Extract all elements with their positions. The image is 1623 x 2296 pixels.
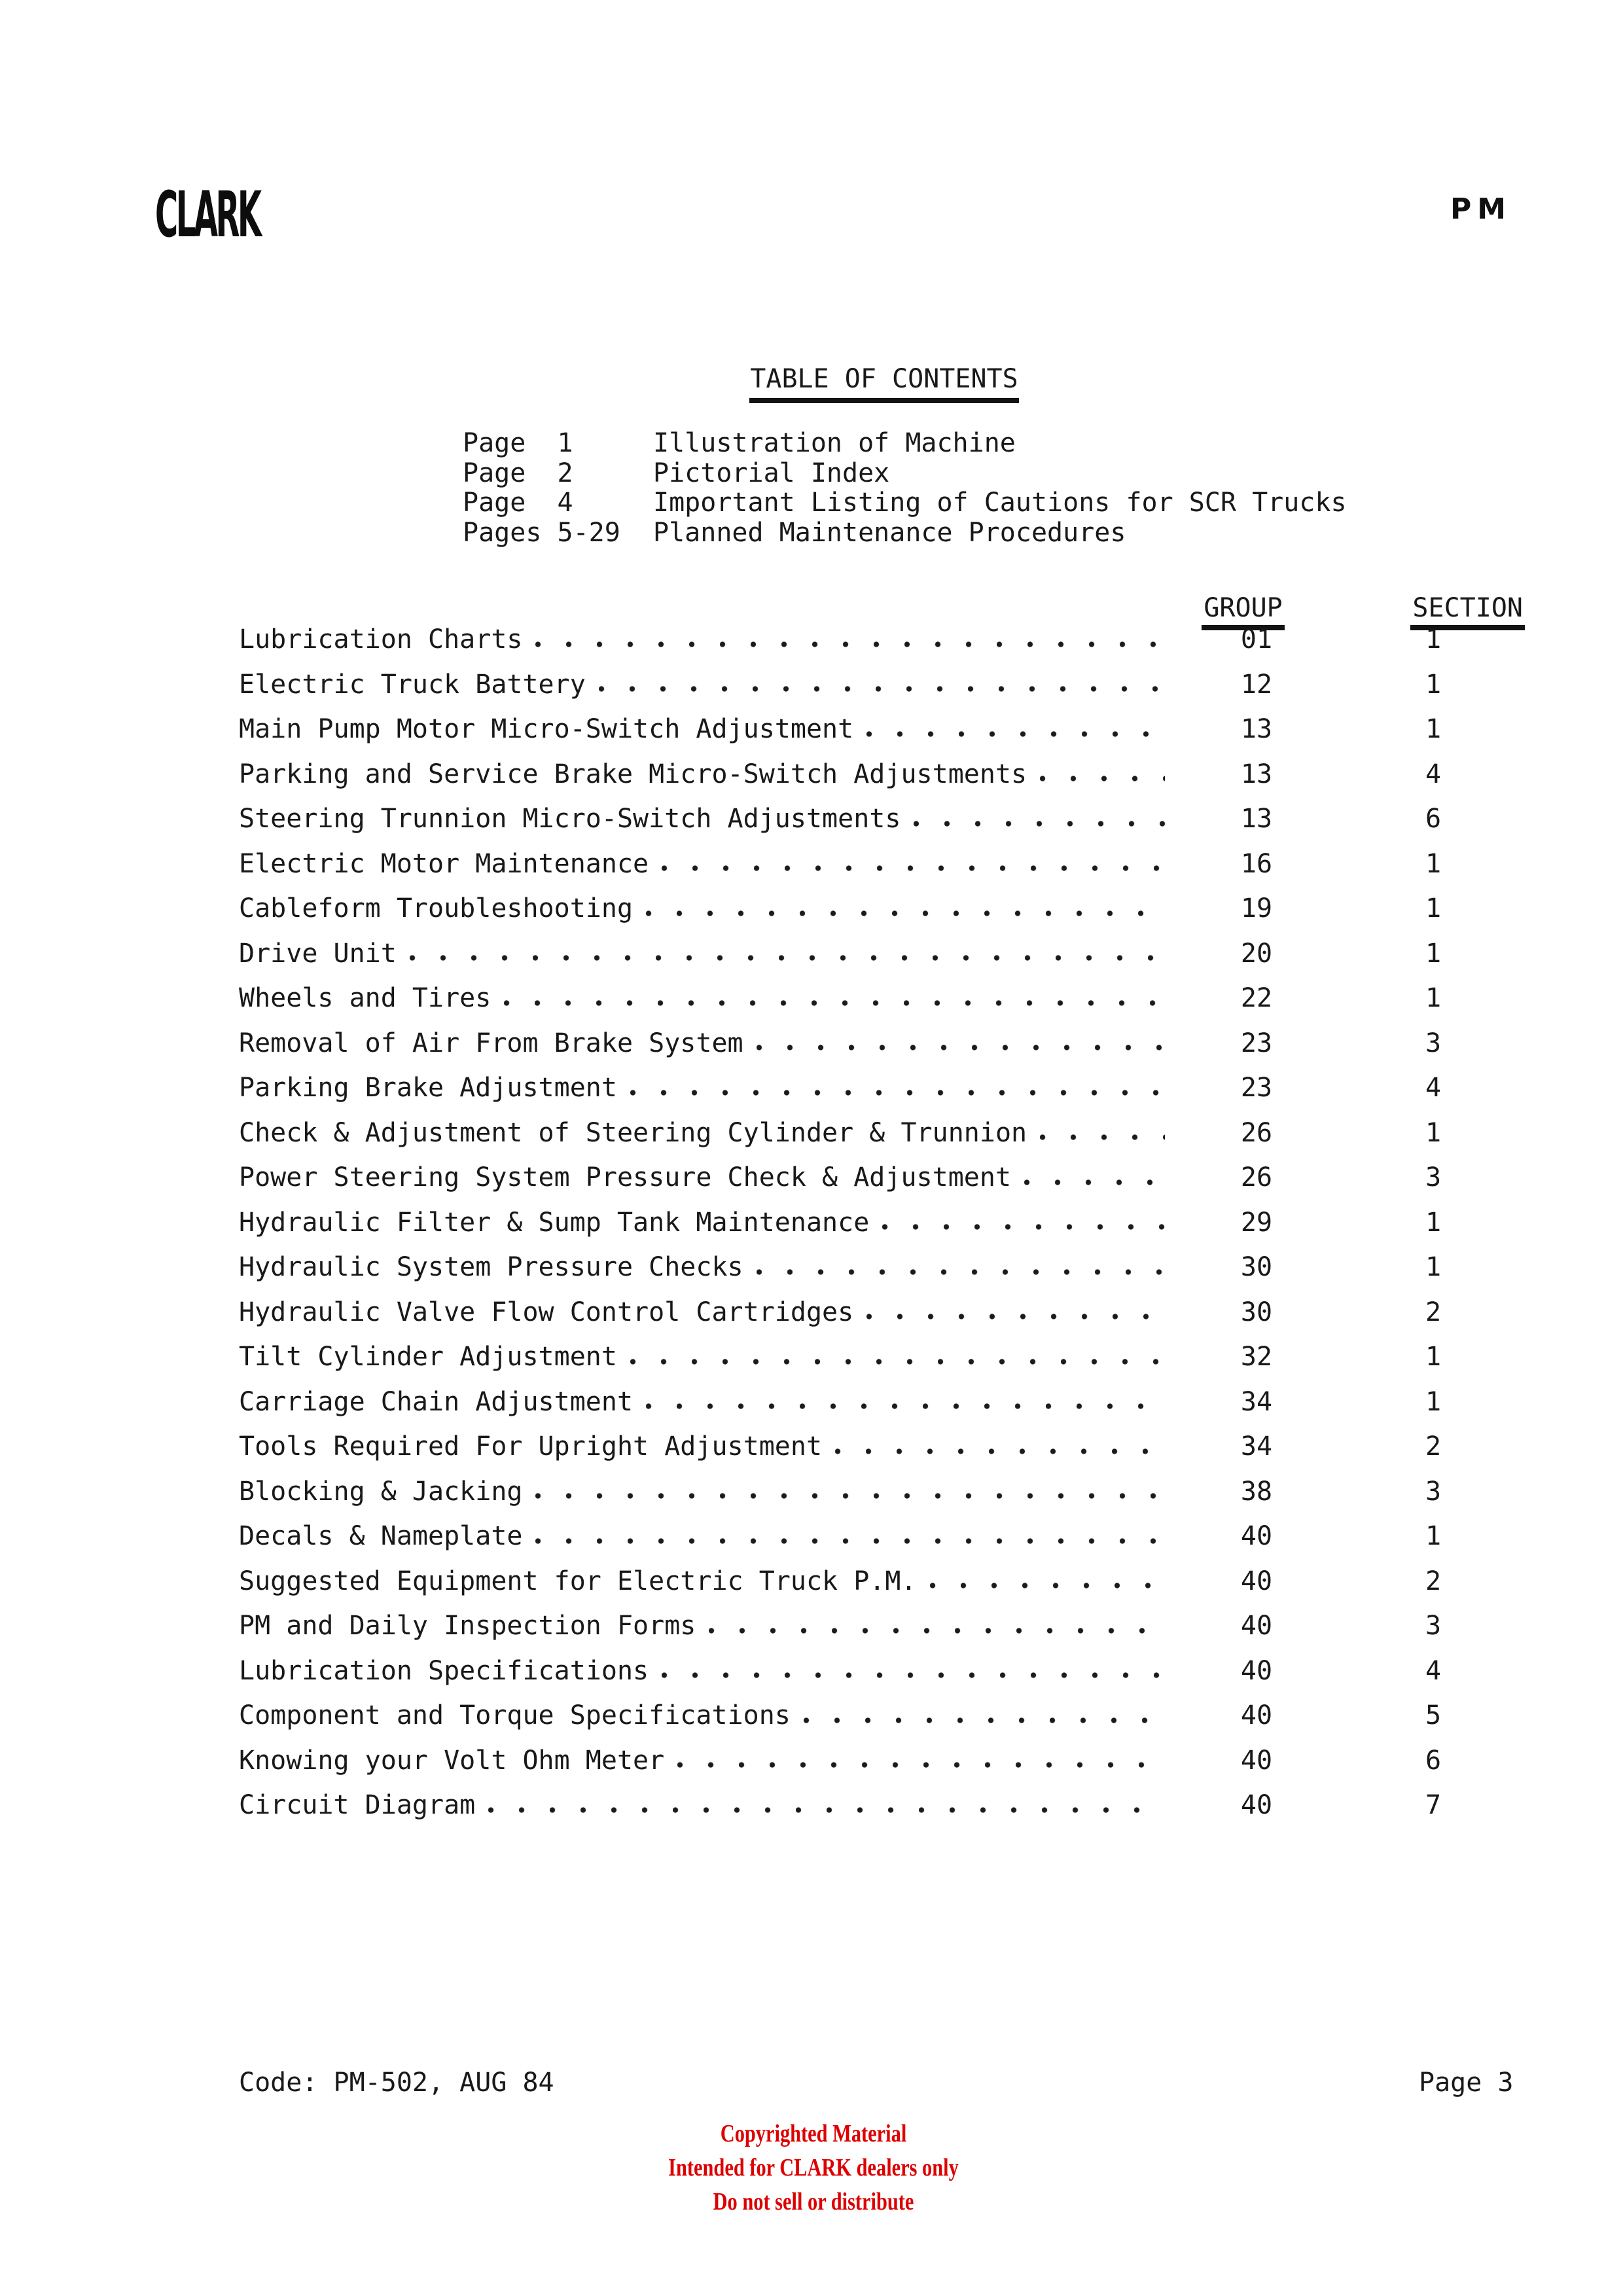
toc-entry-group: 23 bbox=[1240, 1073, 1273, 1103]
dot-leader bbox=[410, 955, 1165, 961]
toc-row bbox=[239, 1290, 1525, 1335]
dot-leader bbox=[535, 1493, 1165, 1499]
toc-row bbox=[239, 931, 1525, 977]
toc-row bbox=[239, 1783, 1525, 1828]
footer-page-number: Page 3 bbox=[1419, 2068, 1514, 2098]
toc-entry-section: 3 bbox=[1425, 1611, 1442, 1641]
toc-entry-title: Hydraulic Valve Flow Control Cartridges bbox=[239, 1297, 854, 1327]
dot-leader bbox=[866, 1314, 1165, 1319]
stamp-line: Copyrighted Material bbox=[720, 2120, 907, 2147]
toc-entry-title: Blocking & Jacking bbox=[239, 1476, 523, 1507]
toc-entry-group: 40 bbox=[1240, 1566, 1273, 1596]
dot-leader bbox=[1024, 1179, 1165, 1185]
toc-entry-section: 1 bbox=[1425, 1252, 1442, 1282]
toc-row bbox=[239, 1649, 1525, 1694]
toc-entry-section: 1 bbox=[1425, 1521, 1442, 1551]
toc-entry-group: 23 bbox=[1240, 1028, 1273, 1058]
toc-entry-group: 16 bbox=[1240, 848, 1273, 879]
toc-entry-section: 1 bbox=[1425, 983, 1442, 1013]
index-label: Page 1 bbox=[463, 428, 573, 458]
toc-row bbox=[239, 1200, 1525, 1246]
toc-entry-title: Circuit Diagram bbox=[239, 1790, 476, 1820]
page-title: TABLE OF CONTENTS bbox=[749, 365, 1019, 403]
toc-row bbox=[239, 797, 1525, 842]
toc-entry-group: 26 bbox=[1240, 1162, 1273, 1193]
toc-entry-group: 29 bbox=[1240, 1207, 1273, 1238]
toc-entry-title: Electric Motor Maintenance bbox=[239, 848, 649, 879]
toc-entry-section: 3 bbox=[1425, 1028, 1442, 1058]
copyright-stamp bbox=[552, 2117, 1075, 2219]
toc-entry-title: Check & Adjustment of Steering Cylinder & Trunnion bbox=[239, 1117, 1027, 1148]
dot-leader bbox=[914, 821, 1165, 827]
toc-entry-group: 13 bbox=[1240, 759, 1273, 789]
toc-row bbox=[239, 1559, 1525, 1604]
dot-leader bbox=[1040, 776, 1165, 781]
toc-entry-section: 6 bbox=[1425, 804, 1442, 834]
toc-entry-section: 1 bbox=[1425, 1207, 1442, 1238]
toc-entry-title: PM and Daily Inspection Forms bbox=[239, 1611, 696, 1641]
toc-entry-group: 22 bbox=[1240, 983, 1273, 1013]
stamp-line: Do not sell or distribute bbox=[713, 2188, 914, 2215]
index-description: Planned Maintenance Procedures bbox=[653, 518, 1126, 548]
toc-entry-section: 3 bbox=[1425, 1162, 1442, 1193]
dot-leader bbox=[662, 1672, 1165, 1678]
toc-entry-section: 1 bbox=[1425, 669, 1442, 700]
toc-row bbox=[239, 1738, 1525, 1784]
toc-entry-title: Parking and Service Brake Micro-Switch Adjustments bbox=[239, 759, 1027, 789]
toc-row bbox=[239, 662, 1525, 708]
toc-row bbox=[239, 842, 1525, 887]
index-description: Important Listing of Cautions for SCR Trucks bbox=[653, 488, 1347, 518]
stamp-line: Intended for CLARK dealers only bbox=[668, 2154, 959, 2181]
dot-leader bbox=[709, 1628, 1165, 1634]
toc-entry-group: 40 bbox=[1240, 1521, 1273, 1551]
dot-leader bbox=[535, 1538, 1165, 1544]
dot-leader bbox=[804, 1717, 1165, 1723]
dot-leader bbox=[599, 686, 1165, 692]
toc-row bbox=[239, 1245, 1525, 1290]
toc-row bbox=[239, 1604, 1525, 1649]
dot-leader bbox=[930, 1583, 1165, 1588]
dot-leader bbox=[630, 1359, 1165, 1365]
dot-leader bbox=[535, 641, 1165, 647]
toc-row bbox=[239, 1469, 1525, 1515]
toc-entry-group: 01 bbox=[1240, 624, 1273, 655]
toc-entry-title: Wheels and Tires bbox=[239, 983, 491, 1013]
toc-entry-section: 1 bbox=[1425, 1117, 1442, 1148]
toc-row bbox=[239, 1380, 1525, 1425]
toc-entry-title: Lubrication Specifications bbox=[239, 1655, 649, 1686]
toc-entry-section: 1 bbox=[1425, 1342, 1442, 1372]
toc-entry-title: Component and Torque Specifications bbox=[239, 1700, 791, 1731]
index-label: Page 2 bbox=[463, 457, 573, 488]
dot-leader bbox=[835, 1448, 1165, 1454]
toc-entry-group: 34 bbox=[1240, 1431, 1273, 1462]
footer-code: Code: PM-502, AUG 84 bbox=[239, 2068, 554, 2098]
toc-entry-title: Tools Required For Upright Adjustment bbox=[239, 1431, 823, 1462]
toc-entry-title: Hydraulic Filter & Sump Tank Maintenance bbox=[239, 1207, 870, 1238]
toc-entry-group: 12 bbox=[1240, 669, 1273, 700]
toc-entry-title: Main Pump Motor Micro-Switch Adjustment bbox=[239, 714, 854, 744]
dot-leader bbox=[866, 731, 1165, 737]
dot-leader bbox=[677, 1762, 1165, 1768]
toc-row bbox=[239, 707, 1525, 752]
toc-entry-section: 1 bbox=[1425, 893, 1442, 924]
toc-entry-title: Removal of Air From Brake System bbox=[239, 1028, 743, 1058]
toc-entry-section: 2 bbox=[1425, 1566, 1442, 1596]
toc-entry-title: Power Steering System Pressure Check & Adjustment bbox=[239, 1162, 1012, 1193]
toc-entry-section: 1 bbox=[1425, 624, 1442, 655]
toc-row bbox=[239, 1335, 1525, 1380]
header-spacer bbox=[239, 541, 1076, 586]
toc-entry-group: 26 bbox=[1240, 1117, 1273, 1148]
toc-entry-title: Steering Trunnion Micro-Switch Adjustments bbox=[239, 804, 901, 834]
toc-entry-section: 5 bbox=[1425, 1700, 1442, 1731]
toc-row bbox=[239, 1155, 1525, 1200]
toc-entry-group: 13 bbox=[1240, 714, 1273, 744]
toc-entry-title: Hydraulic System Pressure Checks bbox=[239, 1252, 743, 1282]
doc-code-pm: PM bbox=[1450, 192, 1512, 226]
toc-entry-section: 1 bbox=[1425, 1386, 1442, 1417]
toc-entry-section: 1 bbox=[1425, 848, 1442, 879]
toc-entry-group: 40 bbox=[1240, 1655, 1273, 1686]
dot-leader bbox=[757, 1045, 1165, 1050]
toc-row bbox=[239, 976, 1525, 1021]
toc-entry-section: 2 bbox=[1425, 1297, 1442, 1327]
toc-row bbox=[239, 886, 1525, 931]
toc-row bbox=[239, 1424, 1525, 1469]
dot-leader bbox=[646, 1403, 1165, 1409]
toc-entry-group: 30 bbox=[1240, 1297, 1273, 1327]
toc-entry-group: 34 bbox=[1240, 1386, 1273, 1417]
column-headers bbox=[239, 541, 1525, 623]
toc-entry-title: Parking Brake Adjustment bbox=[239, 1073, 617, 1103]
index-description: Illustration of Machine bbox=[653, 428, 1016, 458]
dot-leader bbox=[662, 865, 1165, 871]
toc-row bbox=[239, 1066, 1525, 1111]
dot-leader bbox=[646, 910, 1165, 916]
toc-entry-title: Cableform Troubleshooting bbox=[239, 893, 633, 924]
toc-entry-section: 6 bbox=[1425, 1745, 1442, 1776]
toc-entry-title: Carriage Chain Adjustment bbox=[239, 1386, 633, 1417]
toc-entry-section: 4 bbox=[1425, 1655, 1442, 1686]
toc-entry-group: 40 bbox=[1240, 1700, 1273, 1731]
index-row bbox=[463, 429, 1347, 459]
toc-entry-title: Lubrication Charts bbox=[239, 624, 523, 655]
index-row bbox=[463, 488, 1347, 518]
toc-entry-section: 4 bbox=[1425, 1073, 1442, 1103]
toc-entry-group: 20 bbox=[1240, 938, 1273, 969]
dot-leader bbox=[630, 1090, 1165, 1096]
toc-list bbox=[239, 617, 1525, 1828]
clark-logo: CLARK bbox=[155, 178, 260, 251]
toc-entry-title: Tilt Cylinder Adjustment bbox=[239, 1342, 617, 1372]
toc-entry-title: Electric Truck Battery bbox=[239, 669, 586, 700]
toc-row bbox=[239, 752, 1525, 797]
dot-leader bbox=[504, 1000, 1165, 1006]
toc-entry-section: 2 bbox=[1425, 1431, 1442, 1462]
section-column-header: SECTION bbox=[1285, 541, 1525, 586]
toc-entry-title: Suggested Equipment for Electric Truck P.M. bbox=[239, 1566, 917, 1596]
index-description: Pictorial Index bbox=[653, 457, 890, 488]
dot-leader bbox=[882, 1224, 1165, 1230]
toc-entry-group: 32 bbox=[1240, 1342, 1273, 1372]
toc-row bbox=[239, 1021, 1525, 1066]
index-row bbox=[463, 459, 1347, 489]
toc-row bbox=[239, 1514, 1525, 1559]
toc-entry-group: 40 bbox=[1240, 1790, 1273, 1820]
dot-leader bbox=[1040, 1134, 1165, 1140]
toc-entry-group: 38 bbox=[1240, 1476, 1273, 1507]
toc-entry-group: 30 bbox=[1240, 1252, 1273, 1282]
toc-entry-title: Drive Unit bbox=[239, 938, 397, 969]
toc-entry-group: 13 bbox=[1240, 804, 1273, 834]
toc-entry-group: 40 bbox=[1240, 1745, 1273, 1776]
toc-entry-group: 40 bbox=[1240, 1611, 1273, 1641]
group-column-header: GROUP bbox=[1076, 541, 1285, 586]
toc-entry-title: Decals & Nameplate bbox=[239, 1521, 523, 1551]
toc-entry-section: 1 bbox=[1425, 714, 1442, 744]
page-index bbox=[463, 429, 1347, 548]
dot-leader bbox=[488, 1807, 1165, 1813]
toc-entry-section: 4 bbox=[1425, 759, 1442, 789]
toc-entry-section: 3 bbox=[1425, 1476, 1442, 1507]
dot-leader bbox=[757, 1269, 1165, 1275]
index-label: Pages 5-29 bbox=[463, 518, 620, 548]
toc-row bbox=[239, 617, 1525, 662]
toc-row bbox=[239, 1693, 1525, 1738]
toc-entry-section: 1 bbox=[1425, 938, 1442, 969]
toc-entry-group: 19 bbox=[1240, 893, 1273, 924]
toc-entry-title: Knowing your Volt Ohm Meter bbox=[239, 1745, 665, 1776]
toc-entry-section: 7 bbox=[1425, 1790, 1442, 1820]
toc-row bbox=[239, 1111, 1525, 1156]
index-label: Page 4 bbox=[463, 488, 573, 518]
